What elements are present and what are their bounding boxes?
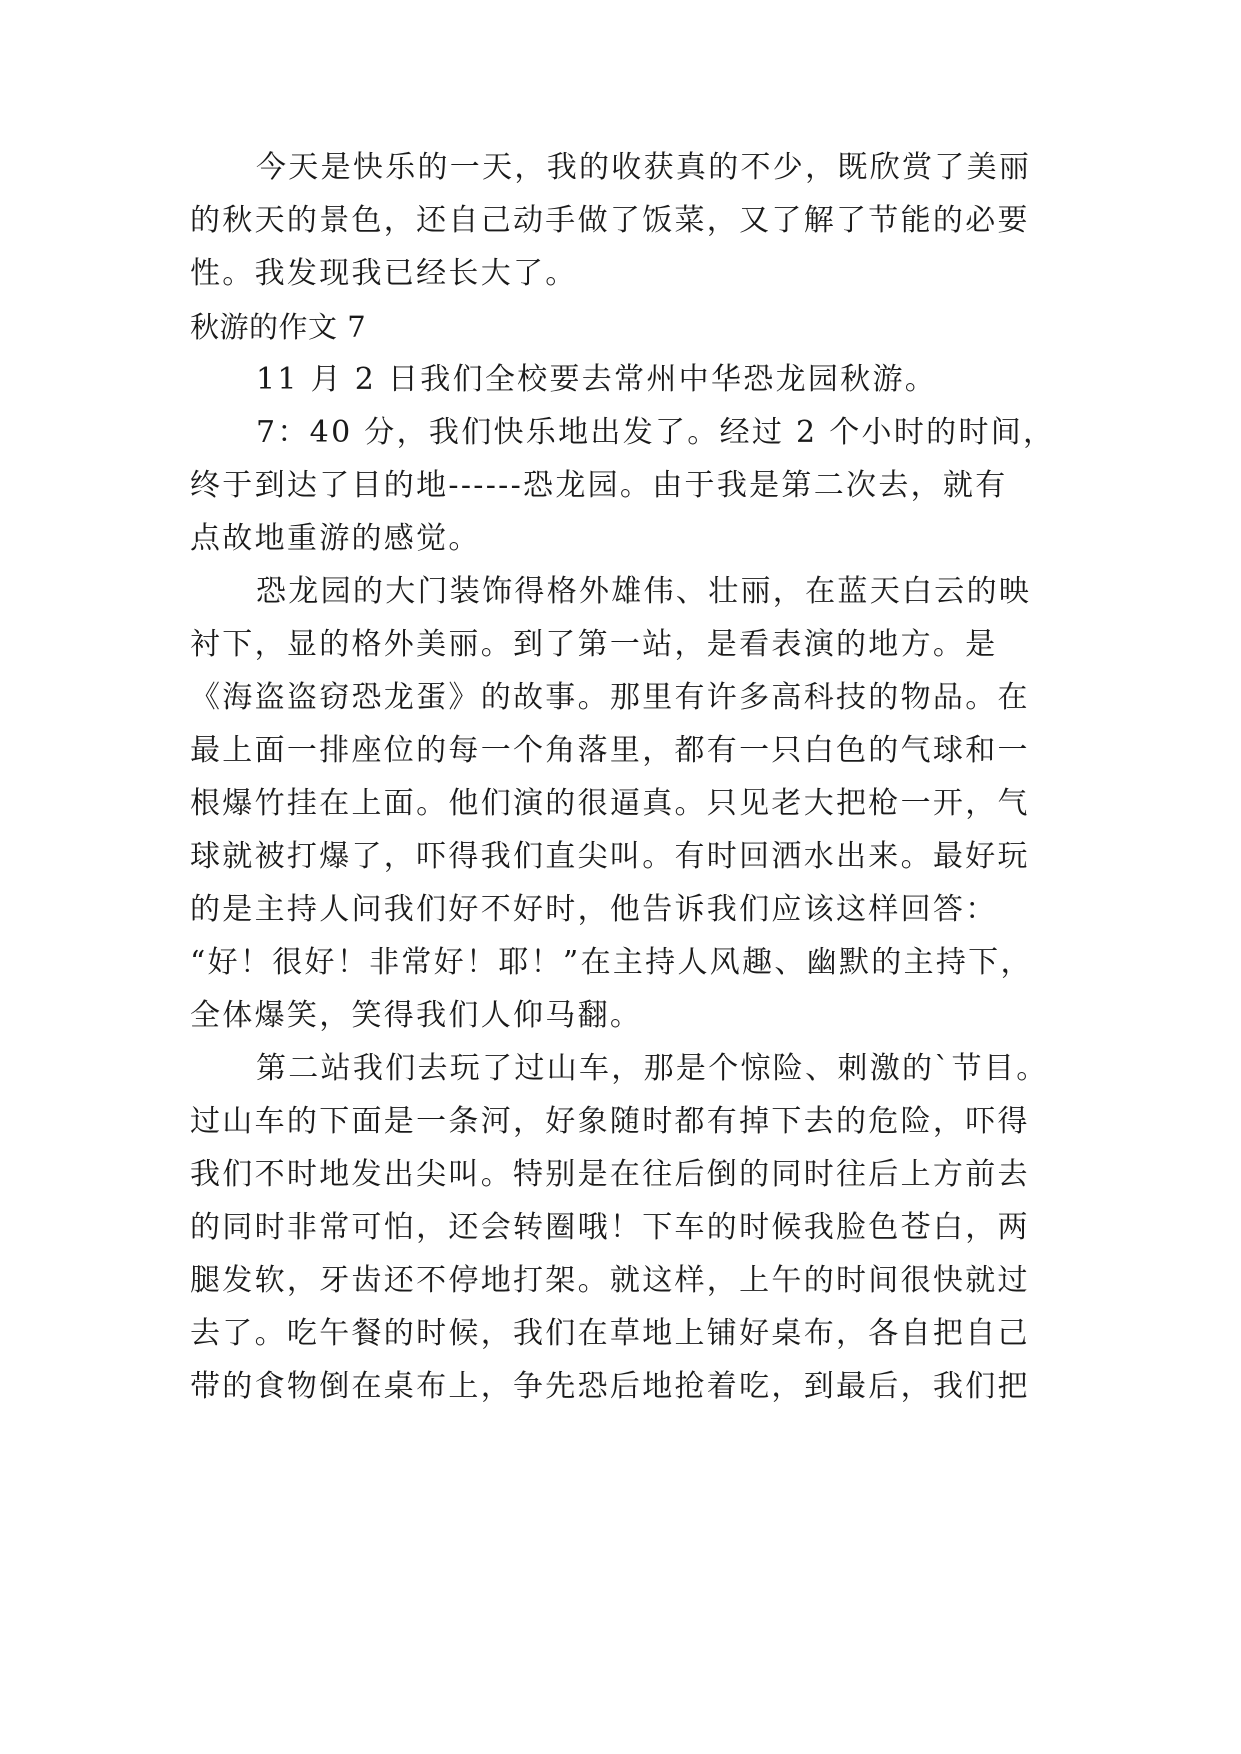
paragraph-4-line-7: 的是主持人问我们好不好时，他告诉我们应该这样回答： [190,892,998,927]
paragraph-4-line-4: 最上面一排座位的每一个角落里，都有一只白色的气球和一 [190,733,1030,768]
paragraph-5-line-3: 我们不时地发出尖叫。特别是在往后倒的同时往后上方前去 [190,1157,1030,1192]
paragraph-4-line-5: 根爆竹挂在上面。他们演的很逼真。只见老大把枪一开，气 [190,786,1030,821]
paragraph-5-line-6: 去了。吃午餐的时候，我们在草地上铺好桌布，各自把自己 [190,1316,1030,1351]
paragraph-2-line-1: 11 月 2 日我们全校要去常州中华恐龙园秋游。 [256,362,938,397]
paragraph-5-line-5: 腿发软，牙齿还不停地打架。就这样，上午的时间很快就过 [190,1263,1030,1298]
paragraph-4-line-9: 全体爆笑，笑得我们人仰马翻。 [190,998,643,1033]
paragraph-4-line-6: 球就被打爆了，吓得我们直尖叫。有时回洒水出来。最好玩 [190,839,1030,874]
section-heading: 秋游的作文 7 [190,310,367,344]
paragraph-4-line-3: 《海盗盗窃恐龙蛋》的故事。那里有许多高科技的物品。在 [190,680,1030,715]
paragraph-5-line-2: 过山车的下面是一条河，好象随时都有掉下去的危险，吓得 [190,1104,1030,1139]
paragraph-1-line-1: 今天是快乐的一天，我的收获真的不少，既欣赏了美丽 [256,150,1032,185]
paragraph-1-line-2: 的秋天的景色，还自己动手做了饭菜，又了解了节能的必要 [190,203,1030,238]
paragraph-3-line-2: 终于到达了目的地------恐龙园。由于我是第二次去，就有 [190,468,1008,503]
paragraph-5-line-7: 带的食物倒在桌布上，争先恐后地抢着吃，到最后，我们把 [190,1369,1030,1404]
paragraph-4-line-2: 衬下，显的格外美丽。到了第一站，是看表演的地方。是 [190,627,998,662]
paragraph-5-line-4: 的同时非常可怕，还会转圈哦！下车的时候我脸色苍白，两 [190,1210,1030,1245]
paragraph-4-line-1: 恐龙园的大门装饰得格外雄伟、壮丽，在蓝天白云的映 [256,574,1032,609]
paragraph-1-line-3: 性。我发现我已经长大了。 [190,256,578,291]
paragraph-4-line-8: “好！很好！非常好！耶！”在主持人风趣、幽默的主持下， [190,945,1033,980]
paragraph-5-line-1: 第二站我们去玩了过山车，那是个惊险、刺激的`节目。 [256,1051,1049,1086]
paragraph-3-line-1: 7：40 分，我们快乐地出发了。经过 2 个小时的时间， [256,415,1056,450]
paragraph-3-line-3: 点故地重游的感觉。 [190,521,481,556]
